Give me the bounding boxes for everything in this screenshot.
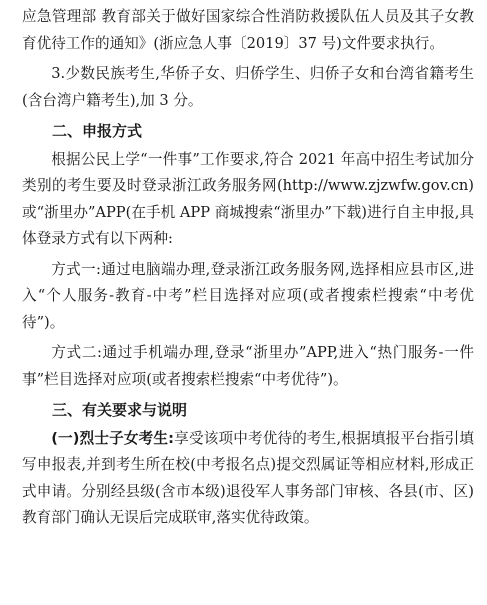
paragraph-continued: 应急管理部 教育部关于做好国家综合性消防救援队伍人员及其子女教育优待工作的通知》(浙应急人事〔2019〕37 号)文件要求执行。 — [22, 8, 474, 52]
paragraph-requirement-1 — [22, 426, 474, 532]
paragraph-method-1: 方式一:通过电脑端办理,登录浙江政务服务网,选择相应县市区,进入“个人服务-教育-中考”栏目选择对应项(或者搜索栏搜索“中考优待”)。 — [22, 260, 474, 331]
section-heading-requirements: 三、有关要求与说明 — [52, 401, 188, 419]
paragraph-item-3: 3.少数民族考生,华侨子女、归侨学生、归侨子女和台湾省籍考生(含台湾户籍考生),加 3 分。 — [22, 65, 474, 109]
requirement-1-body: 享受该项中考优待的考生,根据填报平台指引填写申报表,并到考生所在校(中考报名点)提交烈属证等相应材料,形成正式申请。分别经县级(含市本级)退役军人事务部门审核、各县(市、区)教育部门确认无误后完成联审,落实优待政策。 — [22, 429, 474, 526]
requirement-1-lead: (一)烈士子女考生: — [51, 429, 175, 447]
section-heading-apply: 二、申报方式 — [52, 122, 143, 140]
document-page — [22, 4, 474, 532]
paragraph-method-2: 方式二:通过手机端办理,登录“浙里办”APP,进入“热门服务-一件事”栏目选择对应项(或者搜索栏搜索“中考优待”)。 — [22, 344, 474, 388]
paragraph-apply-intro: 根据公民上学“一件事”工作要求,符合 2021 年高中招生考试加分类别的考生要及时登录浙江政务服务网(http://www.zjzwfw.gov.cn)或“浙里办”APP(在手机 APP 商城搜索“浙里办”下载)进行自主申报,具体登录方式有以下两种: — [22, 150, 474, 247]
